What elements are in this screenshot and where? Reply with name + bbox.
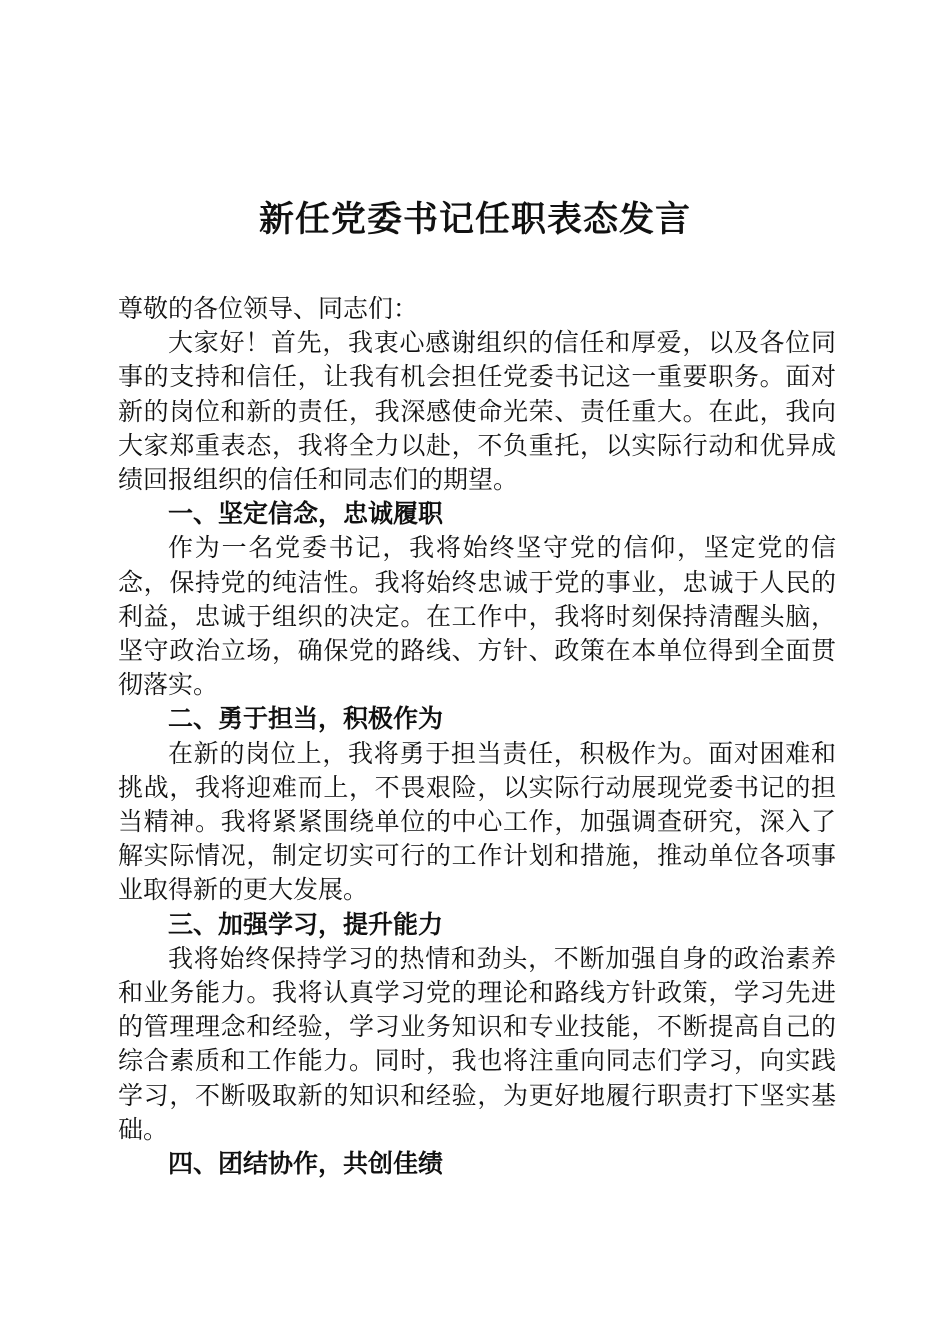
intro-paragraph: 大家好！首先，我衷心感谢组织的信任和厚爱，以及各位同事的支持和信任，让我有机会担任党委书记这一重要职务。面对新的岗位和新的责任，我深感使命光荣、责任重大。在此，我向大家郑重表态，我将全力以赴，不负重托，以实际行动和优异成绩回报组织的信任和同志们的期望。 [118, 328, 836, 495]
section-heading-2: 二、勇于担当，积极作为 [168, 704, 444, 734]
section-paragraph-2: 在新的岗位上，我将勇于担当责任，积极作为。面对困难和挑战，我将迎难而上，不畏艰险，以实际行动展现党委书记的担当精神。我将紧紧围绕单位的中心工作，加强调查研究，深入了解实际情况，制定切实可行的工作计划和措施，推动单位各项事业取得新的更大发展。 [118, 738, 836, 905]
document-title: 新任党委书记任职表态发言 [258, 199, 691, 240]
section-paragraph-3: 我将始终保持学习的热情和劲头，不断加强自身的政治素养和业务能力。我将认真学习党的理论和路线方针政策，学习先进的管理理念和经验，学习业务知识和专业技能，不断提高自己的综合素质和工作能力。同时，我也将注重向同志们学习，向实践学习，不断吸取新的知识和经验，为更好地履行职责打下坚实基础。 [118, 943, 836, 1144]
document-body [118, 292, 836, 1181]
section-heading-3: 三、加强学习，提升能力 [168, 909, 444, 939]
section-heading-4: 四、团结协作，共创佳绩 [168, 1149, 444, 1179]
section-heading-1: 一、坚定信念，忠诚履职 [168, 499, 444, 529]
salutation: 尊敬的各位领导、同志们： [118, 294, 419, 323]
section-paragraph-1: 作为一名党委书记，我将始终坚守党的信仰，坚定党的信念，保持党的纯洁性。我将始终忠诚于党的事业，忠诚于人民的利益，忠诚于组织的决定。在工作中，我将时刻保持清醒头脑，坚守政治立场，确保党的路线、方针、政策在本单位得到全面贯彻落实。 [118, 533, 836, 700]
